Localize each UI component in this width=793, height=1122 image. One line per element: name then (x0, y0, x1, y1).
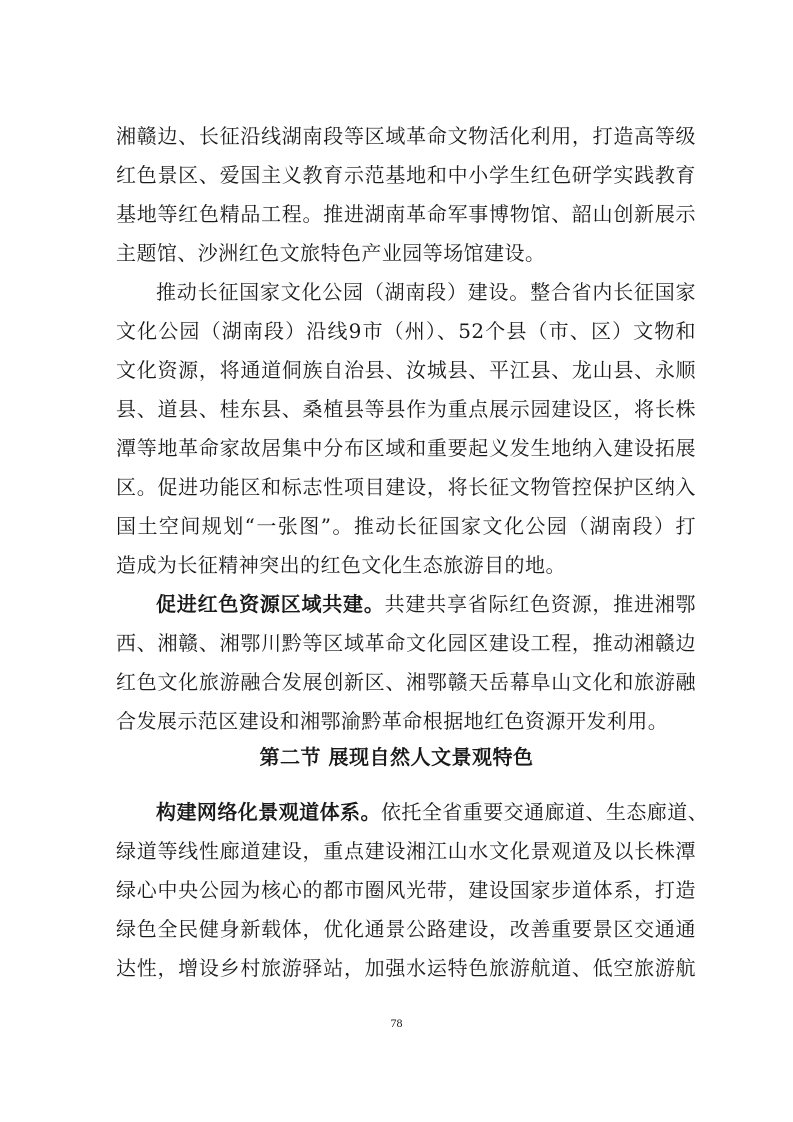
paragraph-2-line-4: 县、道县、桂东县、桑植县等县作为重点展示园建设区，将长株 (116, 397, 696, 421)
paragraph-2-line-2: 文化公园（湖南段）沿线9市（州）、52个县（市、区）文物和 (116, 319, 696, 343)
paragraph-2-line-6: 区。促进功能区和标志性项目建设，将长征文物管控保护区纳入 (116, 475, 696, 499)
paragraph-4-line-3: 绿心中央公园为核心的都市圈风光带，建设国家步道体系，打造 (116, 878, 696, 902)
paragraph-3-line-4: 合发展示范区建设和湘鄂渝黔革命根据地红色资源开发利用。 (116, 709, 669, 733)
paragraph-2-line-5: 潭等地革命家故居集中分布区域和重要起义发生地纳入建设拓展 (116, 436, 696, 460)
paragraph-4-first-rest: 依托全省重要交通廊道、生态廊道、 (380, 800, 709, 824)
paragraph-4-line-2: 绿道等线性廊道建设，重点建设湘江山水文化景观道及以长株潭 (116, 839, 696, 863)
paragraph-4-line-4: 绿色全民健身新载体，优化通景公路建设，改善重要景区交通通 (116, 917, 696, 941)
paragraph-1-line-2: 红色景区、爱国主义教育示范基地和中小学生红色研学实践教育 (116, 163, 696, 187)
paragraph-4-line-5: 达性，增设乡村旅游驿站，加强水运特色旅游航道、低空旅游航 (116, 956, 696, 980)
section-heading: 第二节 展现自然人文景观特色 (259, 745, 534, 769)
paragraph-2-line-8: 造成为长征精神突出的红色文化生态旅游目的地。 (116, 553, 566, 577)
paragraph-1-line-1: 湘赣边、长征沿线湖南段等区域革命文物活化利用，打造高等级 (116, 124, 696, 148)
paragraph-2-line-3: 文化资源，将通道侗族自治县、汝城县、平江县、龙山县、永顺 (116, 358, 696, 382)
paragraph-1-line-4: 主题馆、沙洲红色文旅特色产业园等场馆建设。 (116, 241, 546, 265)
paragraph-3-line-3: 红色文化旅游融合发展创新区、湘鄂赣天岳幕阜山文化和旅游融 (116, 670, 696, 694)
paragraph-4-lead: 构建网络化景观道体系。 (156, 800, 381, 824)
paragraph-3-line-1 (156, 585, 696, 623)
paragraph-1-line-3: 基地等红色精品工程。推进湖南革命军事博物馆、韶山创新展示 (116, 202, 696, 226)
paragraph-4-line-1 (156, 793, 709, 831)
paragraph-3-lead: 促进红色资源区域共建。 (156, 592, 385, 616)
paragraph-3-first-rest: 共建共享省际红色资源，推进湘鄂 (384, 592, 697, 616)
paragraph-2-line-1: 推动长征国家文化公园（湖南段）建设。整合省内长征国家 (156, 280, 696, 304)
paragraph-3-line-2: 西、湘赣、湘鄂川黔等区域革命文化园区建设工程，推动湘赣边 (116, 631, 696, 655)
paragraph-2-line-7: 国土空间规划“一张图”。推动长征国家文化公园（湖南段）打 (116, 514, 696, 538)
page-number: 78 (390, 1016, 403, 1030)
